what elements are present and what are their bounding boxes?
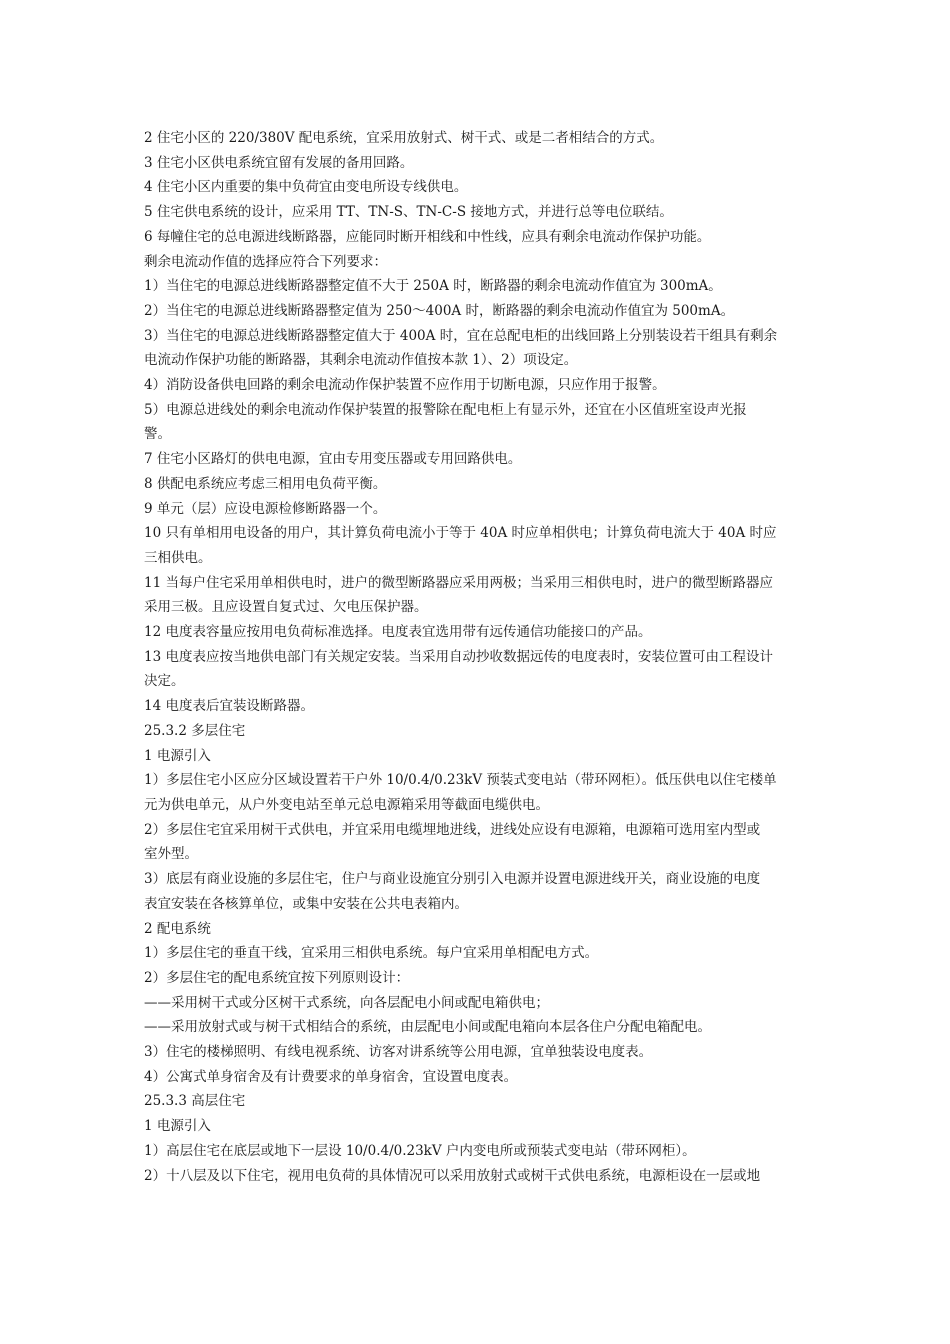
text-line: 7 住宅小区路灯的供电电源，宜由专用变压器或专用回路供电。 bbox=[144, 451, 522, 468]
text-line: 1 电源引入 bbox=[144, 1118, 211, 1135]
text-line: 2 配电系统 bbox=[144, 920, 211, 937]
text-line: 2）当住宅的电源总进线断路器整定值为 250～400A 时，断路器的剩余电流动作值宜为 500mA。 bbox=[144, 302, 735, 319]
document-page bbox=[144, 126, 819, 1188]
text-line: 12 电度表容量应按用电负荷标准选择。电度表宜选用带有远传通信功能接口的产品。 bbox=[144, 624, 652, 641]
text-line: 决定。 bbox=[144, 673, 185, 690]
text-line: 4）公寓式单身宿舍及有计费要求的单身宿舍，宜设置电度表。 bbox=[144, 1068, 518, 1085]
text-line: 5 住宅供电系统的设计，应采用 TT、TN-S、TN-C-S 接地方式，并进行总等电位联结。 bbox=[144, 204, 673, 221]
text-line: 3）底层有商业设施的多层住宅，住户与商业设施宜分别引入电源并设置电源进线开关，商业设施的电度 bbox=[144, 871, 761, 888]
text-line: 室外型。 bbox=[144, 846, 198, 863]
text-line: ——采用树干式或分区树干式系统，向各层配电小间或配电箱供电； bbox=[144, 994, 549, 1011]
text-line: 4）消防设备供电回路的剩余电流动作保护装置不应作用于切断电源，只应作用于报警。 bbox=[144, 377, 666, 394]
text-line: 5）电源总进线处的剩余电流动作保护装置的报警除在配电柜上有显示外，还宜在小区值班室设声光报 bbox=[144, 401, 747, 418]
text-line: 6 每幢住宅的总电源进线断路器，应能同时断开相线和中性线，应具有剩余电流动作保护功能。 bbox=[144, 228, 711, 245]
text-line: 2）十八层及以下住宅，视用电负荷的具体情况可以采用放射式或树干式供电系统，电源柜设在一层或地 bbox=[144, 1167, 761, 1184]
text-line: 2 住宅小区的 220/380V 配电系统，宜采用放射式、树干式、或是二者相结合的方式。 bbox=[144, 130, 664, 146]
text-line: 11 当每户住宅采用单相供电时，进户的微型断路器应采用两极；当采用三相供电时，进户的微型断路器应 bbox=[144, 574, 773, 591]
text-line: 采用三极。且应设置自复式过、欠电压保护器。 bbox=[144, 599, 428, 616]
text-line: 元为供电单元，从户外变电站至单元总电源箱采用等截面电缆供电。 bbox=[144, 796, 549, 813]
text-line: 14 电度表后宜装设断路器。 bbox=[144, 698, 314, 715]
text-line: 25.3.3 高层住宅 bbox=[144, 1093, 246, 1110]
text-line: 13 电度表应按当地供电部门有关规定安装。当采用自动抄收数据远传的电度表时，安装位置可由工程设计 bbox=[144, 648, 773, 665]
text-line: 2）多层住宅宜采用树干式供电，并宜采用电缆埋地进线，进线处应设有电源箱，电源箱可选用室内型或 bbox=[144, 821, 761, 838]
text-line: 1）高层住宅在底层或地下一层设 10/0.4/0.23kV 户内变电所或预装式变电站（带环网柜）。 bbox=[144, 1142, 696, 1159]
text-line: 1）多层住宅小区应分区域设置若干户外 10/0.4/0.23kV 预装式变电站（带环网柜）。低压供电以住宅楼单 bbox=[144, 772, 777, 789]
text-line: 9 单元（层）应设电源检修断路器一个。 bbox=[144, 500, 387, 517]
text-line: 8 供配电系统应考虑三相用电负荷平衡。 bbox=[144, 475, 387, 492]
text-line: 4 住宅小区内重要的集中负荷宜由变电所设专线供电。 bbox=[144, 179, 468, 196]
text-line: 三相供电。 bbox=[144, 549, 212, 566]
text-line: 1）当住宅的电源总进线断路器整定值不大于 250A 时，断路器的剩余电流动作值宜为 300mA。 bbox=[144, 278, 722, 295]
text-line: 3）当住宅的电源总进线断路器整定值大于 400A 时，宜在总配电柜的出线回路上分别装设若干组具有剩余 bbox=[144, 327, 778, 344]
text-line: 电流动作保护功能的断路器，其剩余电流动作值按本款 1）、2）项设定。 bbox=[144, 352, 578, 369]
text-line: 警。 bbox=[144, 426, 171, 443]
text-line: 剩余电流动作值的选择应符合下列要求： bbox=[144, 253, 387, 270]
text-line: 3 住宅小区供电系统宜留有发展的备用回路。 bbox=[144, 154, 414, 171]
text-line: 1）多层住宅的垂直干线，宜采用三相供电系统。每户宜采用单相配电方式。 bbox=[144, 945, 599, 962]
text-line: 10 只有单相用电设备的用户，其计算负荷电流小于等于 40A 时应单相供电；计算负荷电流大于 40A 时应 bbox=[144, 525, 777, 542]
text-line: 25.3.2 多层住宅 bbox=[144, 722, 246, 739]
text-line: ——采用放射式或与树干式相结合的系统，由层配电小间或配电箱向本层各住户分配电箱配电。 bbox=[144, 1019, 711, 1036]
text-line: 1 电源引入 bbox=[144, 747, 211, 764]
text-line: 2）多层住宅的配电系统宜按下列原则设计： bbox=[144, 969, 410, 986]
text-line: 3）住宅的楼梯照明、有线电视系统、访客对讲系统等公用电源，宜单独装设电度表。 bbox=[144, 1044, 653, 1061]
text-line: 表宜安装在各核算单位，或集中安装在公共电表箱内。 bbox=[144, 895, 468, 912]
